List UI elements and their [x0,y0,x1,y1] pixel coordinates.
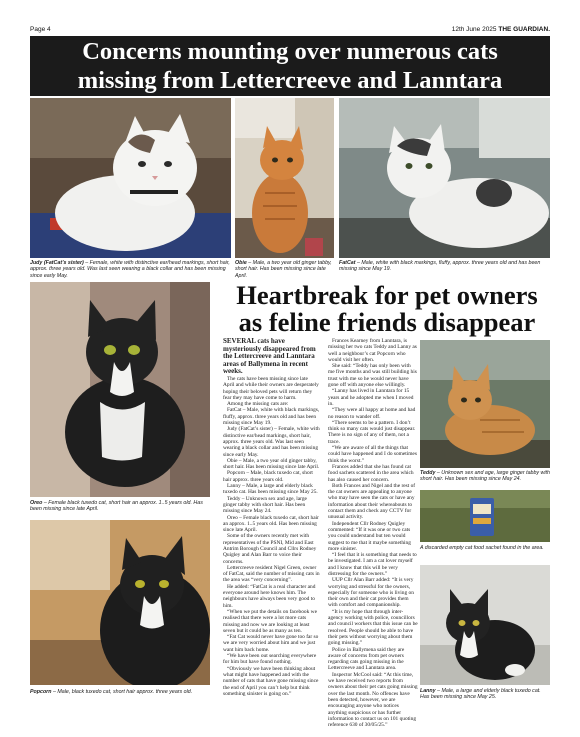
paper-name: THE GUARDIAN. [498,26,550,33]
article-paragraph: Lettercreeve resident Nigel Green, owner of FatCat, said the number of missing cats in the area was “very concerning”. [223,564,320,584]
issue-date: 12th June 2025 [451,26,497,33]
page-header-bar [30,26,550,36]
caption-judy [30,260,231,279]
article-paragraph: “I feel that it is something that needs to be investigated. I am a cat lover myself and I know that this will be very distressing for the owners.” [328,552,417,577]
article-paragraph: “There seems to be a pattern. I don’t think so many cats would just disappear. There is no sign of any of them, not a trace. [328,419,416,445]
article-paragraph: Police in Ballymena said they are aware of concerns from pet owners regarding cats going missing in the Lettercreeve and Lanntara area. [328,646,405,672]
caption-fatcat [339,260,550,273]
sub-headline [222,282,552,336]
article-paragraph: “Fat Cat would never have gone too far so we are very worried about him and we just want him back home. [223,634,319,653]
main-headline [30,36,550,96]
article-paragraph: The cats have been missing since late April and while their owners are desperately hoping their beloved pets will return they fear they may have come to harm. [223,375,319,401]
article-paragraph: FatCat – Male, white with black markings, fluffy, approx. three years old and has been missing since May 19. [223,407,320,427]
article-paragraph: Lanny – Male, a large and elderly black tuxedo cat. Has been missing since May 25. [223,483,318,496]
article-paragraph: SEVERAL cats have mysteriously disappeared from the Lettercreeve and Lanntara areas of Ballymena in recent weeks. [223,338,316,376]
caption-lanny-text: – Male, a large and elderly black tuxedo cat. Has been missing since May 25. [420,688,541,701]
caption-teddy [420,470,550,483]
article-paragraph: Obie – Male, a two year old ginger tabby, short hair. Has been missing since late April. [223,457,320,471]
photo-popcorn [30,520,210,685]
article-paragraph: Frances added that she has found cat food sachets scattered in the area which has also caused her concern. [328,463,414,483]
article-paragraph: “We are aware of all the things that could have happened and I do sometimes think the worst.” [328,445,417,464]
article-paragraph: UUP Cllr Alan Barr added: “It is very worrying and stressful for the owners, especially for someone who is living on their own and their cat provides them with comfort and companionship. [328,577,414,609]
article-paragraph: Frances Kearney from Lanntara, is missing her two cats Teddy and Lanny as well a neighbour’s cat Popcorn who would visit her often. [328,338,417,363]
caption-judy-name: Judy (FatCat’s sister) [30,260,84,266]
photo-judy [30,98,231,258]
caption-popcorn-text: – Male, black tuxedo cat, short hair approx. three years old. [51,689,193,695]
photo-teddy [420,340,550,468]
masthead-info [452,26,550,36]
article-paragraph: Among the missing cats are: [227,401,289,408]
article-paragraph: Teddy – Unknown sex and age, large ginger tabby with short hair. Has been missing since May 24. [223,495,307,515]
article-column-1 [223,338,320,730]
article-paragraph: Popcorn – Male, black tuxedo cat, short hair approx. three years old. [223,470,313,483]
caption-fatcat-text: – Male, white with black markings, fluffy, approx. three years old and has been missing since May 19. [339,260,541,273]
photo-lanny [420,565,550,685]
sub-headline-line-1: Heartbreak for pet owners [236,280,538,310]
caption-obie-name: Obie [235,260,247,266]
photo-fatcat [339,98,550,258]
article-column-2 [328,338,418,730]
article-paragraph: “Lanny has lived in Lanntara for 15 years and he adopted me when I moved in. [328,388,414,407]
caption-judy-text: – Female, white with distinctive ear/head markings, short hair, approx. three years old. Was last seen wearing a black collar and has been missing since early May. [30,260,230,279]
article-paragraph: Both Frances and Nigel and the rest of the cat owners are appealing to anyone who may have seen the cats or have any information about their whereabouts to contact them and check any CCTV for unusual activity. [328,482,416,521]
article-paragraph: Independent Cllr Rodney Quigley commented: “If it was one or two cats you could understand but ten would suggest to me that it maybe something more sinister. [328,520,411,552]
article-paragraph: “When we put the details on facebook we realised that there were a lot more cats missing and now we are looking at least seven but it could be as many as ten. [223,608,317,634]
article-paragraph: Some of the owners recently met with representatives of the PSNI, Mid and East Antrim Borough Council and Cllrs Rodney Quigley and Alan Barr to voice their concerns. [223,533,317,565]
caption-obie [235,260,339,279]
photo-obie [235,98,334,258]
caption-oreo-name: Oreo [30,500,43,506]
caption-obie-text: – Male, a two year old ginger tabby, short hair. Has been missing since late April. [235,260,332,279]
article-paragraph: “We have been out searching everywhere for him but have found nothing. [223,653,317,666]
sub-headline-line-2: as feline friends disappear [238,307,536,337]
caption-fatcat-name: FatCat [339,260,356,266]
headline-line-2: missing from Lettercreeve and Lanntara [77,67,503,94]
caption-oreo [30,500,215,513]
caption-teddy-name: Teddy [420,470,436,476]
article-paragraph: She said: “Teddy has only been with me five months and was still building his trust with me so he would never have gone off with anyone else willingly. [328,363,417,389]
article-paragraph: He added: “FatCat is a real character and everyone around here knows him. The neighbours have always been very good to him. [223,583,316,609]
article-paragraph: “It is my hope that through inter-agency working with police, councillors and council workers that this issue can be resolved. People should be able to have their pets without worrying about them going missing.” [328,608,418,647]
caption-food-text: A discarded empty cat food sachet found in the area. [420,545,544,551]
caption-popcorn-name: Popcorn [30,689,52,695]
article-paragraph: Oreo – Female black tuxedo cat, short hair an approx. 1..5 years old. Has been missing since late April. [223,514,319,534]
caption-popcorn [30,689,215,695]
headline-line-1: Concerns mounting over numerous cats [82,38,498,65]
caption-lanny [420,688,550,701]
article-paragraph: Inspector McCool said: “At this time, we have received two reports from owners about their pet cats going missing over the last month. No offences have been detected, however, we are encouraging anyone who notices anything suspicious or has further information to contact us on 101 quoting reference 630 of 30/05/25.” [328,671,418,729]
photo-food-sachet [420,490,550,542]
page-number: Page 4 [30,26,51,33]
caption-food-sachet [420,545,550,551]
photo-oreo [30,282,210,497]
caption-teddy-text: – Unknown sex and age, large ginger tabby with short hair. Has been missing since May 24. [420,470,550,483]
article-paragraph: “Obviously we have been thinking about what might have happened and with the number of cats that have gone missing since the end of April you can’t help but think something sinister is going on.” [223,665,319,697]
article-paragraph: Judy (FatCat’s sister) – Female, white with distinctive ear/head markings, short hair, approx. three years old. Was last seen wearing a black collar and has been missing since early May. [223,426,320,458]
caption-oreo-text: – Female black tuxedo cat, short hair an approx. 1..5 years old. Has been missing since late April. [30,500,203,513]
article-paragraph: “They were all happy at home and had no reason to wander off. [328,407,416,420]
caption-lanny-name: Lanny [420,688,436,694]
